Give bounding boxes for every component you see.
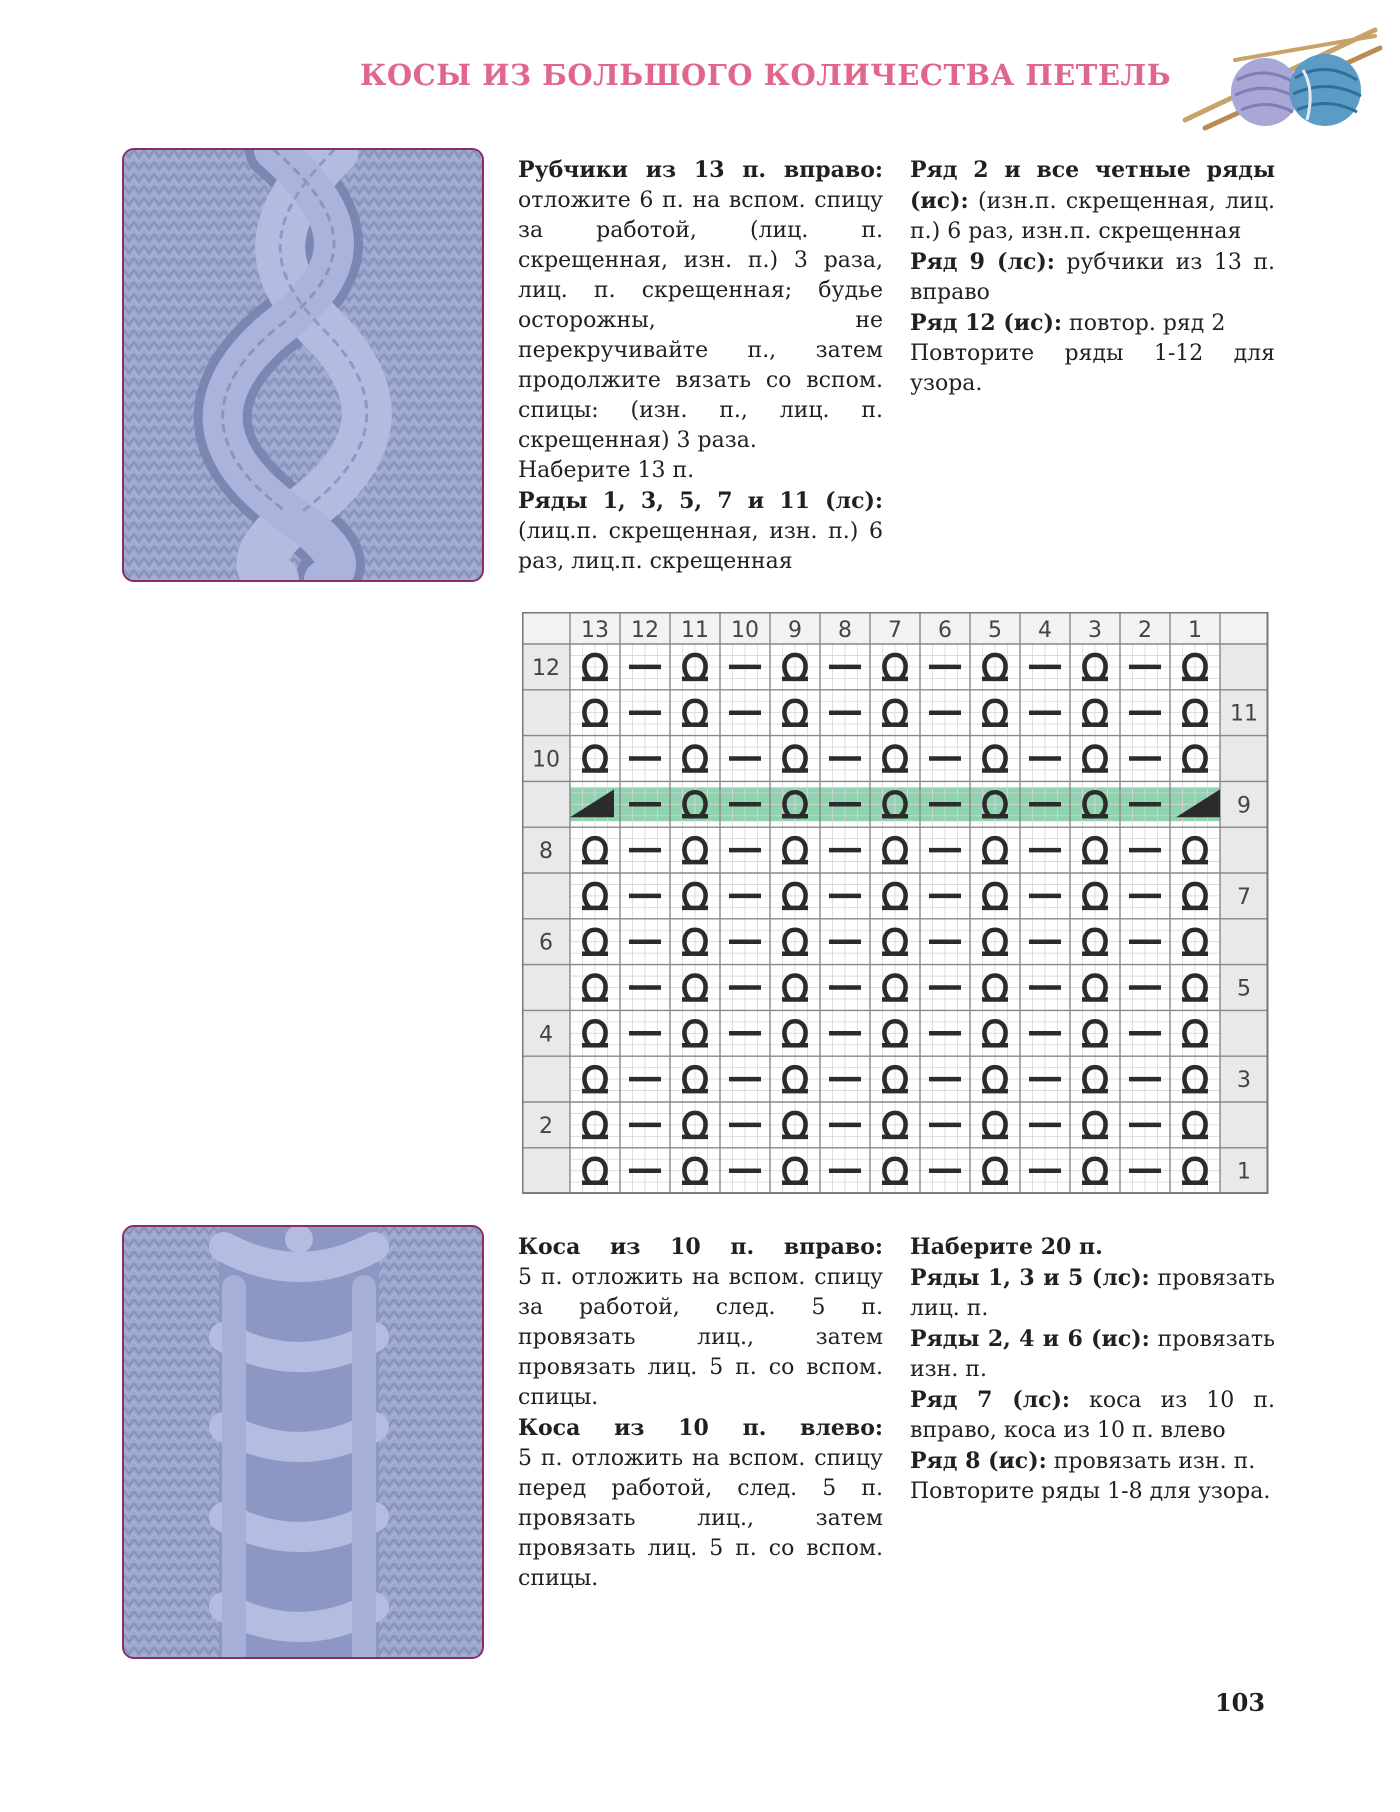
row7-label: Ряд 7 (лс): bbox=[910, 1387, 1071, 1413]
section2-text-left bbox=[518, 1232, 883, 1594]
row9-label: Ряд 9 (лс): bbox=[910, 249, 1055, 275]
row-number-left: 2 bbox=[539, 1113, 553, 1139]
column-number: 12 bbox=[631, 618, 659, 643]
column-number: 11 bbox=[681, 618, 709, 643]
braid-right-text: 5 п. отложить на вспом. спицу за работой, след. 5 п. провязать лиц., затем провязать лиц. 5 п. со вспом. спицы. bbox=[518, 1265, 883, 1410]
row-number-right: 9 bbox=[1237, 793, 1251, 819]
row12-label: Ряд 12 (ис): bbox=[910, 310, 1063, 336]
column-number: 9 bbox=[788, 618, 802, 643]
column-number: 1 bbox=[1188, 618, 1202, 643]
row7-text: коса из 10 п. вправо, коса из 10 п. влево bbox=[910, 1388, 1275, 1443]
cable-13-heading: Рубчики из 13 п. вправо: bbox=[518, 157, 883, 183]
row-number-left: 12 bbox=[532, 655, 560, 681]
row8-label: Ряд 8 (ис): bbox=[910, 1448, 1047, 1474]
cable-13-description: отложите 6 п. на вспом. спицу за работой, (лиц. п. скрещенная, изн. п.) 3 раза, лиц. п. скрещенная; будье осторожны, не перекручивайте п., затем продолжите вязать со вспом. спицы: (изн. п., лиц. п. скрещенная) 3 раза. bbox=[518, 188, 883, 453]
braid-left-text: 5 п. отложить на вспом. спицу перед работой, след. 5 п. провязать лиц., затем провязать лиц. 5 п. со вспом. спицы. bbox=[518, 1446, 883, 1591]
row12-text: повтор. ряд 2 bbox=[1069, 311, 1226, 336]
row2-label: Ряд 2 и все четные ряды (ис): bbox=[910, 157, 1275, 214]
knit-sample-photo-braid bbox=[122, 1225, 484, 1659]
rows135-label: Ряды 1, 3 и 5 (лс): bbox=[910, 1265, 1150, 1291]
column-number: 7 bbox=[888, 618, 902, 643]
row-number-right: 3 bbox=[1237, 1068, 1251, 1094]
braid-left-heading: Коса из 10 п. влево: bbox=[518, 1415, 883, 1441]
row-number-right: 11 bbox=[1230, 701, 1258, 727]
row8-text: провязать изн. п. bbox=[1053, 1449, 1256, 1474]
rows135-text: провязать лиц. п. bbox=[910, 1266, 1275, 1321]
column-number: 6 bbox=[938, 618, 952, 643]
column-number: 5 bbox=[988, 618, 1002, 643]
column-number: 8 bbox=[838, 618, 852, 643]
caston-13: Наберите 13 п. bbox=[518, 458, 695, 483]
column-number: 4 bbox=[1038, 618, 1052, 643]
column-number: 10 bbox=[731, 618, 759, 643]
rows246-label: Ряды 2, 4 и 6 (ис): bbox=[910, 1326, 1150, 1352]
rows-odd-text: (лиц.п. скрещенная, изн. п.) 6 раз, лиц.п. скрещенная bbox=[518, 519, 883, 574]
row-number-left: 4 bbox=[539, 1022, 553, 1048]
caston-20: Наберите 20 п. bbox=[910, 1234, 1103, 1260]
column-number: 3 bbox=[1088, 618, 1102, 643]
row-number-left: 10 bbox=[532, 747, 560, 773]
braid-right-heading: Коса из 10 п. вправо: bbox=[518, 1234, 883, 1260]
row-number-right: 7 bbox=[1237, 884, 1251, 910]
knit-sample-photo-twisted-cable bbox=[122, 148, 484, 582]
page-number: 103 bbox=[1214, 1688, 1266, 1717]
column-number: 2 bbox=[1138, 618, 1152, 643]
section1-text-left bbox=[518, 155, 883, 577]
rows-odd-label: Ряды 1, 3, 5, 7 и 11 (лс): bbox=[518, 488, 883, 514]
row-number-right: 5 bbox=[1237, 976, 1251, 1002]
page-title: КОСЫ ИЗ БОЛЬШОГО КОЛИЧЕСТВА ПЕТЕЛЬ bbox=[360, 58, 1172, 92]
yarn-balls-icon bbox=[1175, 20, 1385, 135]
column-number: 13 bbox=[581, 618, 609, 643]
row2-text: (изн.п. скрещенная, лиц. п.) 6 раз, изн.п. скрещенная bbox=[910, 189, 1275, 244]
knitting-chart bbox=[522, 612, 1272, 1194]
row-number-left: 6 bbox=[539, 930, 553, 956]
repeat-1-8: Повторите ряды 1-8 для узора. bbox=[910, 1479, 1271, 1504]
repeat-1-12: Повторите ряды 1-12 для узора. bbox=[910, 341, 1275, 396]
rows246-text: провязать изн. п. bbox=[910, 1327, 1275, 1382]
section1-text-right bbox=[910, 155, 1275, 399]
row9-text: рубчики из 13 п. вправо bbox=[910, 250, 1275, 305]
row-number-right: 1 bbox=[1237, 1159, 1251, 1185]
row-number-left: 8 bbox=[539, 839, 553, 865]
section2-text-right bbox=[910, 1232, 1275, 1507]
